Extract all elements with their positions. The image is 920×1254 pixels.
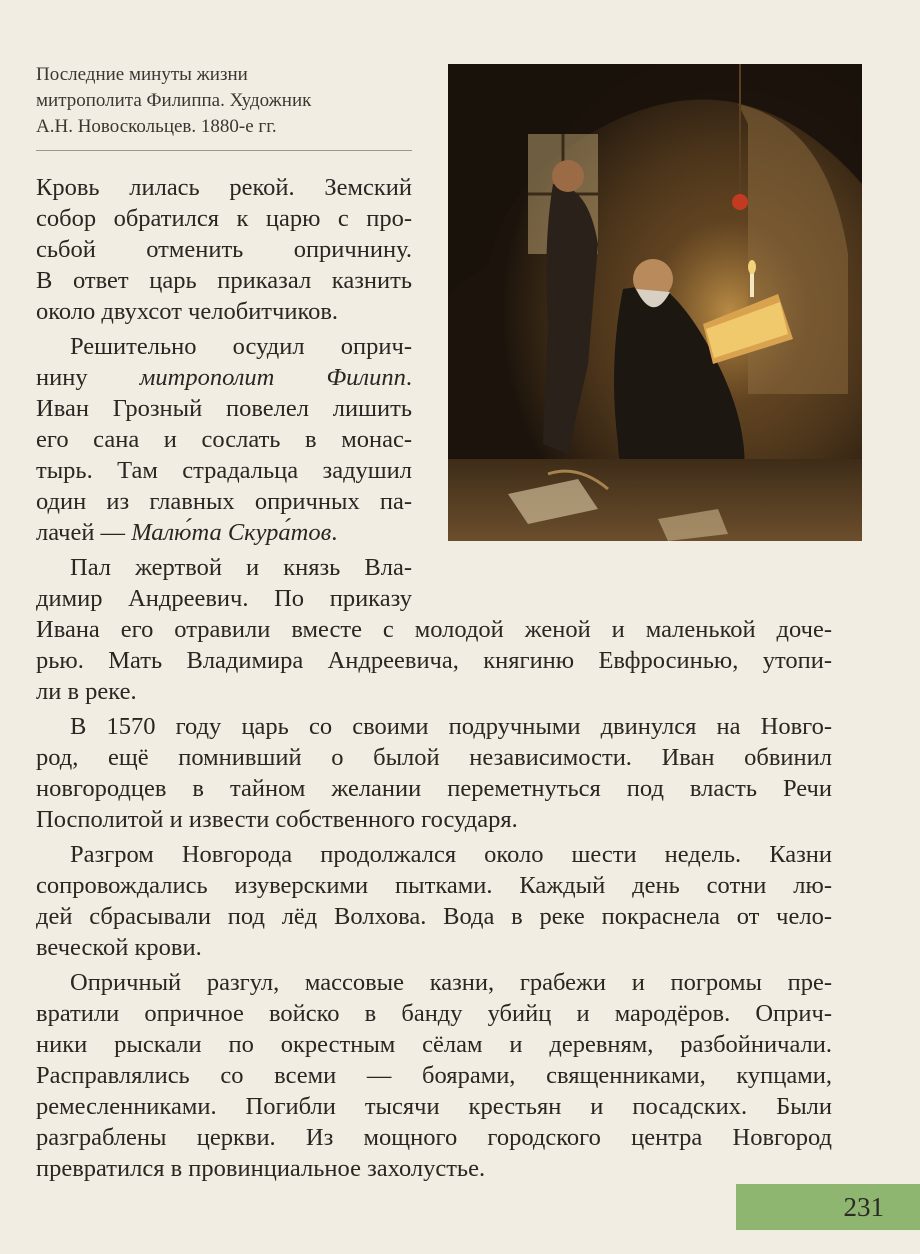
text-span: . (405, 364, 412, 391)
page-number-tab (736, 1184, 920, 1230)
caption-line: А.Н. Новоскольцев. 1880-е гг. (36, 116, 277, 137)
caption-divider (36, 150, 412, 151)
text-line: сопровождались изуверскими пытками. Каждый день сотни лю- (36, 872, 832, 899)
person-name: Малю́та Скура́тов (131, 519, 332, 546)
text-line: димир Андреевич. По приказу (36, 585, 412, 612)
text-line: Ивана его отравили вместе с молодой женой и маленькой доче- (36, 616, 832, 643)
text-line: В 1570 году царь со своими подручными двинулся на Новго- (70, 713, 832, 740)
text-line (36, 517, 412, 548)
text-line: собор обратился к царю с про- (36, 205, 412, 232)
text-line: дей сбрасывали под лёд Волхова. Вода в реке покраснела от чело- (36, 903, 832, 930)
text-line: новгородцев в тайном желании переметнуться под власть Речи (36, 775, 832, 802)
text-line: превратился в провинциальное захолустье. (36, 1155, 486, 1182)
text-line: тырь. Там страдальца задушил (36, 457, 412, 484)
text-line: Кровь лилась рекой. Земский (36, 174, 412, 201)
text-line (36, 362, 412, 393)
text-line: вратили опричное войско в банду убийц и мародёров. Оприч- (36, 1000, 832, 1027)
text-span: лачей — (36, 519, 132, 546)
text-span: . (331, 519, 338, 546)
text-line: Пал жертвой и князь Вла- (70, 554, 412, 581)
text-line: Решительно осудил оприч- (70, 333, 412, 360)
text-line: Посполитой и извести собственного государя. (36, 806, 518, 833)
text-line: ники рыскали по окрестным сёлам и деревням, разбойничали. (36, 1031, 832, 1058)
person-name: митрополит Филипп (139, 364, 406, 391)
caption-line: митрополита Филиппа. Художник (36, 90, 312, 111)
caption-line: Последние минуты жизни (36, 64, 248, 85)
text-span: нину (36, 364, 140, 391)
page-number: 231 (843, 1192, 884, 1222)
text-line: Разгром Новгорода продолжался около шести недель. Казни (70, 841, 832, 868)
text-line: Опричный разгул, массовые казни, грабежи и погромы пре- (70, 969, 832, 996)
text-line: В ответ царь приказал казнить (36, 267, 412, 294)
text-line: около двухсот челобитчиков. (36, 298, 339, 325)
text-line: веческой крови. (36, 934, 202, 961)
text-line: его сана и сослать в монас- (36, 426, 412, 453)
text-line: сьбой отменить опричнину. (36, 236, 412, 263)
text-line: Иван Грозный повелел лишить (36, 395, 412, 422)
text-line: ремесленниками. Погибли тысячи крестьян и посадских. Были (36, 1093, 832, 1120)
text-line: рью. Мать Владимира Андреевича, княгиню Евфросинью, утопи- (36, 647, 832, 674)
article-body (36, 172, 848, 1184)
figure-caption (36, 62, 408, 140)
text-line: род, ещё помнивший о былой независимости. Иван обвинил (36, 744, 832, 771)
text-line: ли в реке. (36, 678, 137, 705)
text-line: один из главных опричных па- (36, 488, 412, 515)
text-line: разграблены церкви. Из мощного городского центра Новгород (36, 1124, 832, 1151)
text-line: Расправлялись со всеми — боярами, священниками, купцами, (36, 1062, 832, 1089)
